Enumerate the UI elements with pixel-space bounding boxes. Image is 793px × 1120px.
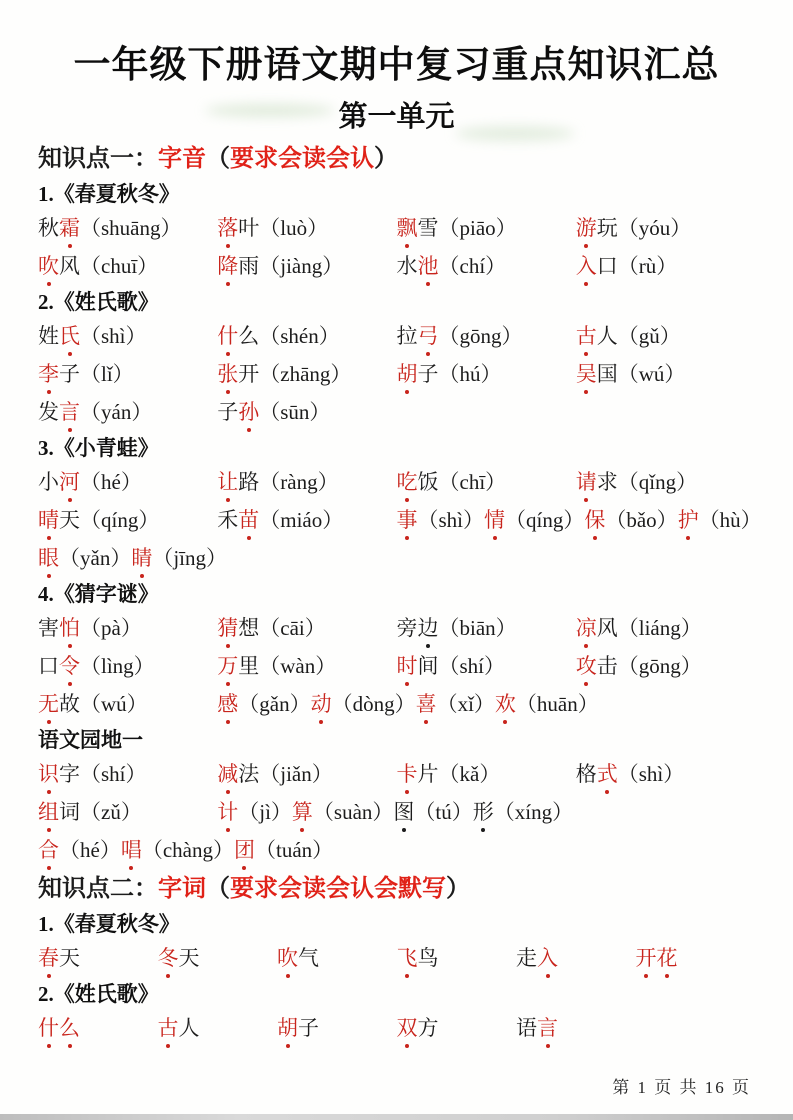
- pinyin-token: （: [206, 145, 230, 172]
- char-token: 饭: [417, 470, 439, 494]
- char-token: 子: [298, 1016, 319, 1040]
- word-entry: [397, 214, 576, 244]
- word-entry: [217, 798, 755, 828]
- char-token: 发: [38, 400, 59, 424]
- char-token: 喜: [415, 692, 437, 716]
- pinyin-token: （shí）: [80, 762, 147, 786]
- char-token: 么: [238, 324, 260, 348]
- char-token: 子: [59, 362, 80, 386]
- pinyin-token: （biān）: [438, 616, 517, 640]
- char-token: 事: [396, 508, 418, 532]
- word-row: [38, 468, 755, 498]
- char-token: 想: [238, 616, 260, 640]
- word-row: [38, 322, 755, 352]
- char-token: 人: [178, 1016, 200, 1040]
- unit-subtitle: 第一单元: [338, 101, 455, 133]
- char-token: 团: [233, 838, 255, 862]
- char-token: 胡: [277, 1016, 298, 1040]
- char-token: 组: [38, 800, 59, 824]
- char-token: 入: [537, 946, 558, 970]
- char-token: ）: [374, 145, 398, 172]
- char-token: 字: [59, 762, 80, 786]
- char-token: 入: [575, 254, 597, 278]
- char-token: 言: [537, 1016, 558, 1040]
- pinyin-token: （piāo）: [438, 216, 517, 240]
- char-token: 令: [59, 654, 80, 678]
- char-token: 落: [217, 216, 239, 240]
- char-token: 睛: [131, 546, 153, 570]
- word-row: [38, 1014, 755, 1044]
- char-token: 雨: [238, 254, 260, 278]
- pinyin-token: （jīng）: [152, 546, 227, 570]
- char-token: 凉: [575, 616, 597, 640]
- word-entry: [397, 468, 576, 498]
- pinyin-token: （cāi）: [259, 616, 326, 640]
- pinyin-token: （gōng）: [438, 324, 523, 348]
- char-token: 无: [38, 692, 59, 716]
- char-token: ）: [446, 875, 470, 902]
- pinyin-token: （bǎo）: [605, 508, 678, 532]
- word-entry: [38, 836, 755, 866]
- pinyin-token: （hé）: [59, 838, 121, 862]
- pinyin-token: （shì）: [417, 508, 485, 532]
- char-token: 字音: [158, 145, 206, 172]
- word-entry: [38, 652, 217, 682]
- word-entry: [217, 690, 755, 720]
- section-heading: [38, 874, 755, 904]
- lesson-label: 语文园地一: [38, 728, 143, 752]
- char-token: 要求会读会认: [230, 145, 374, 172]
- char-token: 什: [217, 324, 239, 348]
- word-entry: [397, 944, 517, 974]
- char-token: 冬: [157, 946, 179, 970]
- char-token: 天: [59, 508, 80, 532]
- char-token: 格: [575, 762, 597, 786]
- pinyin-token: （liáng）: [617, 616, 702, 640]
- word-row: [38, 760, 755, 790]
- char-token: 张: [217, 362, 239, 386]
- char-token: 形: [472, 800, 494, 824]
- page-number: 第 1 页 共 16 页: [612, 1078, 751, 1097]
- char-token: 胡: [396, 362, 418, 386]
- char-token: 风: [59, 254, 80, 278]
- pinyin-token: （: [206, 875, 230, 902]
- char-token: 风: [596, 616, 618, 640]
- pinyin-token: （gǔ）: [617, 324, 681, 348]
- char-token: 感: [217, 692, 239, 716]
- char-token: 法: [238, 762, 260, 786]
- pinyin-token: （gōng）: [617, 654, 702, 678]
- char-token: 双: [396, 1016, 418, 1040]
- char-token: 雪: [417, 216, 439, 240]
- word-entry: [636, 944, 756, 974]
- pinyin-token: （qǐng）: [617, 470, 698, 494]
- char-token: 吹: [277, 946, 298, 970]
- char-token: 秋: [38, 216, 59, 240]
- word-entry: [38, 468, 217, 498]
- word-entry: [38, 690, 217, 720]
- pinyin-token: （chī）: [438, 470, 507, 494]
- word-entry: [576, 360, 755, 390]
- char-token: 花: [656, 946, 678, 970]
- char-token: 气: [298, 946, 319, 970]
- pinyin-token: （jiàng）: [259, 254, 344, 278]
- char-token: 情: [484, 508, 506, 532]
- pinyin-token: （shuāng）: [80, 216, 182, 240]
- char-token: 拉: [396, 324, 418, 348]
- word-entry: [38, 544, 755, 574]
- word-entry: [38, 760, 217, 790]
- char-token: 吃: [396, 470, 418, 494]
- word-entry: [38, 798, 217, 828]
- pinyin-token: （dòng）: [331, 692, 416, 716]
- word-entry: [158, 944, 278, 974]
- pinyin-token: （hù）: [698, 508, 762, 532]
- char-token: 保: [584, 508, 606, 532]
- char-token: 害: [38, 616, 59, 640]
- pinyin-token: （ràng）: [259, 470, 339, 494]
- word-entry: [38, 506, 217, 536]
- pinyin-token: （yán）: [80, 400, 153, 424]
- char-token: 让: [217, 470, 239, 494]
- pinyin-token: （chàng）: [141, 838, 234, 862]
- char-token: 孙: [238, 400, 260, 424]
- char-token: 叶: [238, 216, 260, 240]
- char-token: 池: [417, 254, 439, 278]
- char-token: 什: [38, 1016, 59, 1040]
- char-token: 算: [291, 800, 313, 824]
- char-token: 识: [38, 762, 59, 786]
- pinyin-token: （chí）: [438, 254, 507, 278]
- word-row: [38, 506, 762, 536]
- char-token: 飞: [396, 946, 418, 970]
- word-row: [38, 798, 755, 828]
- char-token: 水: [396, 254, 418, 278]
- word-entry: [38, 322, 217, 352]
- lesson-label: 3.《小青蛙》: [38, 436, 159, 460]
- pinyin-token: （pà）: [80, 616, 142, 640]
- char-token: 飘: [396, 216, 418, 240]
- pinyin-token: （yǎn）: [59, 546, 132, 570]
- word-row: [38, 544, 755, 574]
- char-token: 李: [38, 362, 59, 386]
- pinyin-token: （wú）: [80, 692, 148, 716]
- char-token: 间: [417, 654, 439, 678]
- char-token: 眼: [38, 546, 59, 570]
- word-row: [38, 360, 755, 390]
- word-entry: [397, 1014, 517, 1044]
- char-token: 计: [217, 800, 239, 824]
- word-row: [38, 836, 755, 866]
- pinyin-token: （lìng）: [80, 654, 155, 678]
- document-content: [38, 144, 762, 1044]
- word-entry: [158, 1014, 278, 1044]
- char-token: 氏: [59, 324, 80, 348]
- pinyin-token: （kǎ）: [438, 762, 501, 786]
- char-token: 减: [217, 762, 239, 786]
- word-entry: [217, 214, 396, 244]
- pinyin-token: （zǔ）: [80, 800, 142, 824]
- char-token: 霜: [59, 216, 80, 240]
- pinyin-token: （hú）: [438, 362, 502, 386]
- page-title: 一年级下册语文期中复习重点知识汇总: [73, 44, 720, 85]
- char-token: 合: [38, 838, 59, 862]
- char-token: 言: [59, 400, 80, 424]
- word-entry: [217, 614, 396, 644]
- char-token: 子: [217, 400, 239, 424]
- char-token: 春: [38, 946, 59, 970]
- char-token: 护: [677, 508, 699, 532]
- lesson-label: 1.《春夏秋冬》: [38, 912, 180, 936]
- pinyin-token: （xíng）: [493, 800, 574, 824]
- char-token: 人: [596, 324, 618, 348]
- char-token: 开: [238, 362, 260, 386]
- char-token: 玩: [596, 216, 618, 240]
- char-token: 游: [575, 216, 597, 240]
- section-heading: [38, 144, 755, 174]
- word-entry: [397, 652, 576, 682]
- char-token: 知识点一：: [38, 145, 158, 172]
- char-token: 时: [396, 654, 418, 678]
- pinyin-token: （yóu）: [617, 216, 692, 240]
- word-row: [38, 944, 755, 974]
- char-token: 天: [178, 946, 200, 970]
- word-entry: [576, 760, 755, 790]
- word-row: [38, 252, 755, 282]
- word-entry: [217, 252, 396, 282]
- char-token: 故: [59, 692, 80, 716]
- word-entry: [38, 944, 158, 974]
- char-token: 猜: [217, 616, 239, 640]
- pinyin-token: （miáo）: [259, 508, 344, 532]
- word-entry: [217, 360, 396, 390]
- char-token: 卡: [396, 762, 418, 786]
- word-entry: [397, 760, 576, 790]
- pinyin-token: （shí）: [438, 654, 506, 678]
- char-token: 知识点二：: [38, 875, 158, 902]
- char-token: 河: [59, 470, 80, 494]
- pinyin-token: （shì）: [80, 324, 147, 348]
- pinyin-token: （wú）: [617, 362, 686, 386]
- word-entry: [576, 252, 755, 282]
- word-entry: [396, 506, 762, 536]
- char-token: 动: [310, 692, 332, 716]
- word-entry: [38, 252, 217, 282]
- pinyin-token: （jiǎn）: [259, 762, 333, 786]
- char-token: 怕: [59, 616, 80, 640]
- pinyin-token: （qíng）: [505, 508, 585, 532]
- pinyin-token: （qíng）: [80, 508, 160, 532]
- char-token: 国: [596, 362, 618, 386]
- char-token: 要求会读会认会默写: [230, 875, 446, 902]
- word-entry: [576, 214, 755, 244]
- word-entry: [277, 944, 397, 974]
- word-entry: [38, 360, 217, 390]
- word-entry: [576, 322, 755, 352]
- word-entry: [397, 614, 576, 644]
- pinyin-token: （tuán）: [254, 838, 334, 862]
- pinyin-token: （luò）: [259, 216, 329, 240]
- pinyin-token: （zhāng）: [259, 362, 352, 386]
- word-entry: [397, 360, 576, 390]
- lesson-label: 4.《猜字谜》: [38, 582, 159, 606]
- char-token: 图: [393, 800, 415, 824]
- pinyin-token: （tú）: [414, 800, 473, 824]
- word-entry: [277, 1014, 397, 1044]
- word-row: [38, 214, 755, 244]
- char-token: 么: [59, 1016, 80, 1040]
- char-token: 天: [59, 946, 80, 970]
- word-entry: [38, 214, 217, 244]
- pinyin-token: （chuī）: [80, 254, 159, 278]
- word-entry: [397, 322, 576, 352]
- char-token: 古: [157, 1016, 179, 1040]
- char-token: 晴: [38, 508, 59, 532]
- lesson-label: 2.《姓氏歌》: [38, 290, 159, 314]
- char-token: 边: [417, 616, 439, 640]
- char-token: 鸟: [417, 946, 439, 970]
- char-token: 攻: [575, 654, 597, 678]
- char-token: 禾: [217, 508, 239, 532]
- word-entry: [217, 506, 396, 536]
- char-token: 路: [238, 470, 260, 494]
- char-token: 请: [575, 470, 597, 494]
- char-token: 口: [38, 654, 59, 678]
- char-token: 旁: [396, 616, 418, 640]
- word-entry: [217, 398, 396, 428]
- lesson-label: 2.《姓氏歌》: [38, 982, 159, 1006]
- pinyin-token: （lǐ）: [80, 362, 134, 386]
- char-token: 降: [217, 254, 239, 278]
- word-entry: [217, 652, 396, 682]
- word-row: [38, 398, 755, 428]
- char-token: 子: [417, 362, 439, 386]
- char-token: 万: [217, 654, 239, 678]
- pinyin-token: （hé）: [80, 470, 142, 494]
- char-token: 小: [38, 470, 59, 494]
- char-token: 弓: [417, 324, 439, 348]
- pinyin-token: （shì）: [617, 762, 685, 786]
- char-token: 走: [516, 946, 537, 970]
- char-token: 方: [417, 1016, 439, 1040]
- word-entry: [38, 398, 217, 428]
- word-row: [38, 614, 755, 644]
- word-row: [38, 652, 755, 682]
- pinyin-token: （shén）: [259, 324, 340, 348]
- word-entry: [217, 468, 396, 498]
- word-entry: [217, 322, 396, 352]
- char-token: 击: [596, 654, 618, 678]
- char-token: 式: [596, 762, 618, 786]
- char-token: 开: [635, 946, 657, 970]
- word-entry: [38, 614, 217, 644]
- word-entry: [576, 468, 755, 498]
- page-bottom-edge: [0, 1114, 793, 1120]
- char-token: 语: [516, 1016, 537, 1040]
- char-token: 口: [596, 254, 618, 278]
- word-entry: [576, 614, 755, 644]
- char-token: 唱: [120, 838, 142, 862]
- char-token: 苗: [238, 508, 260, 532]
- char-token: 姓: [38, 324, 59, 348]
- pinyin-token: （wàn）: [259, 654, 337, 678]
- word-entry: [516, 1014, 636, 1044]
- char-token: 词: [59, 800, 80, 824]
- char-token: 吹: [38, 254, 59, 278]
- word-row: [38, 690, 755, 720]
- char-token: 吴: [575, 362, 597, 386]
- lesson-label: 1.《春夏秋冬》: [38, 182, 180, 206]
- pinyin-token: （suàn）: [312, 800, 394, 824]
- pinyin-token: （gǎn）: [238, 692, 311, 716]
- pinyin-token: （rù）: [617, 254, 678, 278]
- char-token: 古: [575, 324, 597, 348]
- pinyin-token: （huān）: [515, 692, 599, 716]
- char-token: 里: [238, 654, 260, 678]
- word-entry: [38, 1014, 158, 1044]
- char-token: 字词: [158, 875, 206, 902]
- pinyin-token: （jì）: [238, 800, 292, 824]
- char-token: 欢: [494, 692, 516, 716]
- pinyin-token: （xǐ）: [436, 692, 495, 716]
- pinyin-token: （sūn）: [259, 400, 331, 424]
- word-entry: [397, 252, 576, 282]
- word-entry: [217, 760, 396, 790]
- char-token: 片: [417, 762, 439, 786]
- char-token: 求: [596, 470, 618, 494]
- word-entry: [576, 652, 755, 682]
- word-entry: [516, 944, 636, 974]
